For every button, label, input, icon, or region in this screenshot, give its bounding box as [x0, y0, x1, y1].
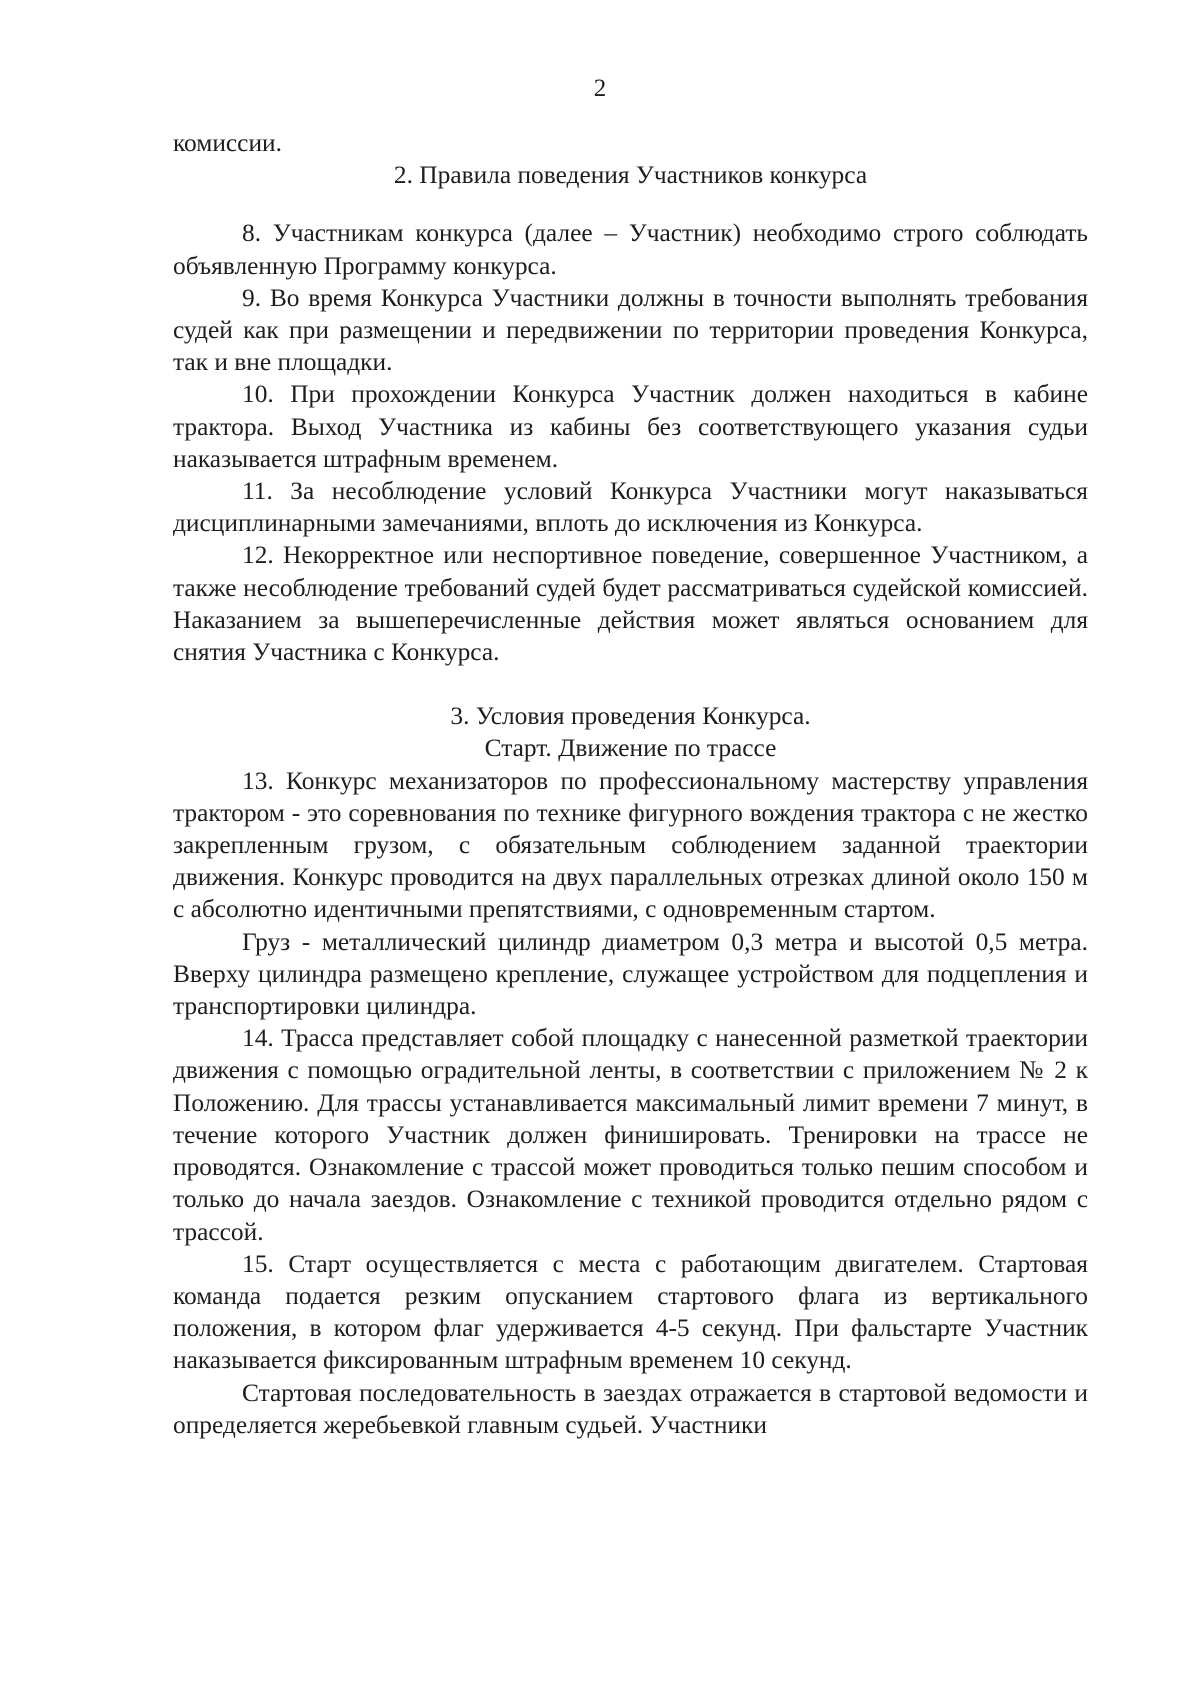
paragraph-9: 9. Во время Конкурса Участники должны в точности выполнять требования судей как при размещении и передвижении по территории проведения Конкурса, так и вне площадки. [173, 283, 1088, 377]
paragraph-15: 15. Старт осуществляется с места с работающим двигателем. Стартовая команда подается резким опусканием стартового флага из вертикального положения, в котором флаг удерживается 4-5 секунд. При фальстарте Участник наказывается фиксированным штрафным временем 10 секунд. [173, 1249, 1088, 1375]
document-body [173, 127, 1088, 1441]
paragraph-start-order: Стартовая последовательность в заездах отражается в стартовой ведомости и определяется жеребьевкой главным судьей. Участники [173, 1378, 1088, 1439]
page-number: 2 [593, 75, 607, 102]
paragraph-10: 10. При прохождении Конкурса Участник должен находиться в кабине трактора. Выход Участника из кабины без соответствующего указания судьи наказывается штрафным временем. [173, 380, 1088, 473]
spacer [173, 668, 1088, 700]
section-3-title: 3. Условия проведения Конкурса. [450, 702, 811, 731]
section-2-title: 2. Правила поведения Участников конкурса [393, 161, 868, 190]
section-3-subtitle: Старт. Движение по трассе [484, 734, 777, 763]
paragraph-12: 12. Некорректное или неспортивное поведение, совершенное Участником, а также несоблюдение требований судей будет рассматриваться судейской комиссией. Наказанием за вышеперечисленные действия может являться основанием для снятия Участника с Конкурса. [173, 541, 1088, 667]
lead-text: комиссии. [173, 129, 282, 157]
paragraph-14: 14. Трасса представляет собой площадку с нанесенной разметкой траектории движения с помощью оградительной ленты, в соответствии с приложением № 2 к Положению. Для трассы устанавливается максимальный лимит времени 7 минут, в течение которого Участник должен финишировать. Тренировки на трассе не проводятся. Ознакомление с трассой может проводиться только пешим способом и только до начала заездов. Ознакомление с техникой проводится отдельно рядом с трассой. [173, 1024, 1088, 1246]
paragraph-11: 11. За несоблюдение условий Конкурса Участники могут наказываться дисциплинарными замечаниями, вплоть до исключения из Конкурса. [173, 477, 1088, 538]
spacer [173, 191, 1088, 217]
paragraph-8: 8. Участникам конкурса (далее – Участник) необходимо строго соблюдать объявленную Программу конкурса. [173, 219, 1088, 280]
paragraph-13: 13. Конкурс механизаторов по профессиональному мастерству управления трактором - это соревнования по технике фигурного вождения трактора с не жестко закрепленным грузом, с обязательным соблюдением заданной траектории движения. Конкурс проводится на двух параллельных отрезках длиной около 150 м с абсолютно идентичными препятствиями, с одновременным стартом. [173, 766, 1088, 924]
paragraph-cargo: Груз - металлический цилиндр диаметром 0,3 метра и высотой 0,5 метра. Вверху цилиндра размещено крепление, служащее устройством для подцепления и транспортировки цилиндра. [173, 927, 1088, 1021]
